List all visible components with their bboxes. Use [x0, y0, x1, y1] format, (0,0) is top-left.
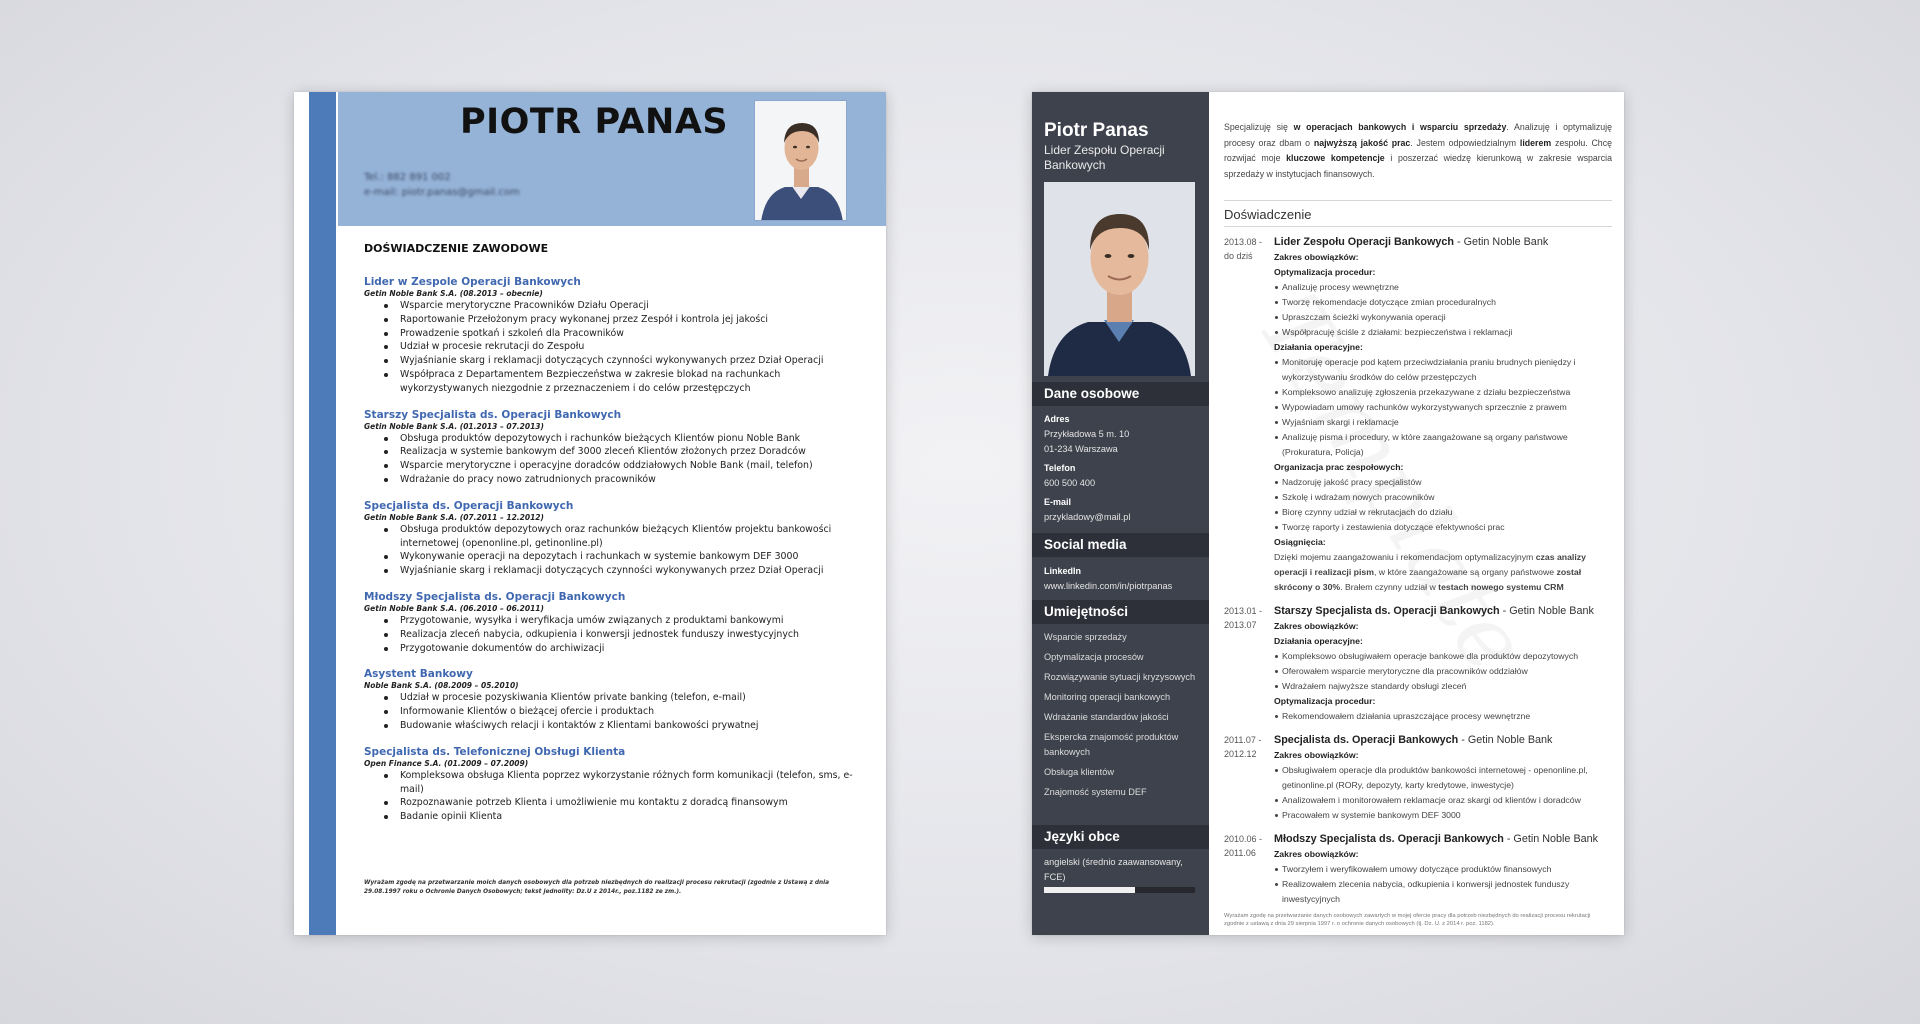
job-title: Młodszy Specjalista ds. Operacji Bankowych: [364, 590, 626, 603]
phone-label: Telefon: [1044, 463, 1076, 473]
section-header-personal: Dane osobowe: [1032, 382, 1209, 406]
group-label: Optymalizacja procedur:: [1274, 267, 1376, 277]
list-item: Analizuję pisma i procedury, w które zaangażowane są organy państwowe (Prokuratura, Policja): [1274, 430, 1612, 460]
list-item: Wsparcie merytoryczne i operacyjne doradców oddziałowych Noble Bank (mail, telefon): [382, 459, 854, 473]
list-item: Analizowałem i monitorowałem reklamacje oraz skargi od klientów i doradców: [1274, 793, 1612, 808]
list-item: Informowanie Klientów o bieżącej ofercie i produktach: [382, 705, 854, 719]
duty-list: [1274, 280, 1612, 340]
linkedin-link[interactable]: www.linkedin.com/in/piotrpanas: [1044, 581, 1173, 591]
summary-text: zespołu. Chcę rozwijać moje: [1224, 137, 1612, 163]
address-line: 01-234 Warszawa: [1044, 444, 1118, 454]
scope-label: Zakres obowiązków:: [1274, 750, 1359, 760]
job-entry: [1224, 733, 1612, 823]
job-company: - Getin Noble Bank: [1499, 605, 1594, 617]
job-entry: [364, 408, 854, 487]
job-dates: [1224, 832, 1274, 907]
job-meta: Getin Noble Bank S.A. (06.2010 – 06.2011): [364, 603, 544, 613]
scope-label: Zakres obowiązków:: [1274, 252, 1359, 262]
job-position: Starszy Specjalista ds. Operacji Bankowych: [1274, 605, 1500, 617]
duty-list: [1274, 763, 1612, 823]
duty-list: [382, 691, 854, 732]
duty-list: [382, 523, 854, 578]
list-item: Badanie opinii Klienta: [382, 810, 854, 824]
group-label: Organizacja prac zespołowych:: [1274, 462, 1404, 472]
cv-template-classic: [294, 92, 886, 935]
list-item: Szkolę i wdrażam nowych pracowników: [1274, 490, 1612, 505]
group-label: Optymalizacja procedur:: [1274, 696, 1376, 706]
phone-text: Tel.: 882 891 002: [364, 172, 451, 183]
skill-item: Monitoring operacji bankowych: [1044, 692, 1171, 702]
duty-list: [382, 769, 854, 824]
list-item: Wdrażanie do pracy nowo zatrudnionych pracowników: [382, 473, 854, 487]
email-label: E-mail: [1044, 497, 1072, 507]
gdpr-footnote: Wyrażam zgodę na przetwarzanie moich danych osobowych dla potrzeb niezbędnych do realizacji procesu rekrutacji (zgodnie z Ustawą z dnia 29.08.1997 roku o Ochronie Danych Osobowych; tekst jednolity: Dz.U z 2014r., poz.1182 ze zm.).: [364, 880, 830, 895]
job-position: Lider Zespołu Operacji Bankowych: [1274, 236, 1454, 248]
scope-label: Zakres obowiązków:: [1274, 849, 1359, 859]
job-meta: Getin Noble Bank S.A. (07.2011 – 12.2012): [364, 512, 544, 522]
duty-list: [1274, 862, 1612, 907]
skill-item: Wsparcie sprzedaży: [1044, 632, 1127, 642]
ach-highlight: został skrócony o 30%: [1274, 567, 1582, 592]
date-to: 2012.12: [1224, 749, 1257, 759]
ach-text: . Brałem czynny udział w: [1340, 582, 1439, 592]
list-item: Tworzę raporty i zestawienia dotyczące efektywności prac: [1274, 520, 1612, 535]
scope-label: Zakres obowiązków:: [1274, 621, 1359, 631]
job-entry: [364, 590, 854, 655]
cv-sidebar: [1032, 92, 1209, 935]
list-item: Tworzę rekomendacje dotyczące zmian proceduralnych: [1274, 295, 1612, 310]
job-entry: [364, 745, 854, 824]
list-item: Wdrażałem najwyższe standardy obsługi zleceń: [1274, 679, 1612, 694]
list-item: Wyjaśnianie skarg i reklamacji dotyczących czynności wykonywanych przez Dział Operacji: [382, 354, 854, 368]
summary-text: Specjalizuję się: [1224, 122, 1294, 132]
left-accent-bar: [309, 92, 336, 935]
group-label: Osiągnięcia:: [1274, 537, 1326, 547]
job-dates: [1224, 604, 1274, 724]
duty-list: [1274, 649, 1612, 694]
job-title: Lider w Zespole Operacji Bankowych: [364, 276, 581, 288]
job-entry: [364, 667, 854, 732]
list-item: Kompleksowo obsługiwałem operacje bankowe dla produktów depozytowych: [1274, 649, 1612, 664]
summary-highlight: w operacjach bankowych i wsparciu sprzedaży: [1293, 122, 1507, 132]
job-title: Specjalista ds. Operacji Bankowych: [364, 499, 574, 512]
list-item: Realizowałem zlecenia nabycia, odkupienia i konwersji jednostek funduszy inwestycyjnych: [1274, 877, 1612, 907]
ach-highlight: testach nowego systemu CRM: [1438, 582, 1564, 592]
profile-photo: [754, 100, 847, 221]
list-item: Prowadzenie spotkań i szkoleń dla Pracowników: [382, 327, 854, 341]
job-entry: [1224, 832, 1612, 907]
address-line: Przykładowa 5 m. 10: [1044, 429, 1130, 439]
job-body: [1274, 832, 1612, 907]
date-from: 2013.01 -: [1224, 606, 1263, 616]
summary-highlight: kluczowe kompetencje: [1286, 153, 1385, 163]
date-to: 2011.06: [1224, 848, 1256, 858]
list-item: Rekomendowałem działania upraszczające procesy wewnętrzne: [1274, 709, 1612, 724]
list-item: Udział w procesie pozyskiwania Klientów private banking (telefon, e-mail): [382, 691, 854, 705]
skill-item: Obsługa klientów: [1044, 767, 1114, 777]
phone-text: 600 500 400: [1044, 478, 1096, 488]
job-title: [1274, 733, 1612, 747]
job-title: [1274, 235, 1612, 249]
duty-list: [382, 299, 854, 396]
job-entry: [1224, 604, 1612, 724]
list-item: Obsługa produktów depozytowych i rachunków bieżących Klientów pionu Noble Bank: [382, 432, 854, 446]
job-title: [1274, 604, 1612, 618]
skill-item: Rozwiązywanie sytuacji kryzysowych: [1044, 672, 1196, 682]
list-item: Oferowałem wsparcie merytoryczne dla pracowników oddziałów: [1274, 664, 1612, 679]
gdpr-footnote: Wyrażam zgodę na przetwarzanie danych osobowych zawartych w mojej ofercie pracy dla potrzeb niezbędnych do realizacji procesu rekrutacji zgodnie z ustawą z dnia 29 sierpnia 1997 r. o ochronie danych osobowych (tj. Dz. U. z 2014 r. poz. 1182).: [1224, 913, 1591, 927]
group-label: Działania operacyjne:: [1274, 636, 1363, 646]
duty-list: [382, 614, 854, 655]
list-item: Biorę czynny udział w rekrutacjach do działu: [1274, 505, 1612, 520]
job-entry: [364, 275, 854, 396]
summary-text: i poszerzać wiedzę kierunkową w zakresie wsparcia sprzedaży w instytucjach finansowych.: [1224, 153, 1612, 179]
social-links: [1044, 564, 1202, 594]
skill-item: Znajomość systemu DEF: [1044, 787, 1147, 797]
profile-summary: [1224, 120, 1612, 182]
date-to: 2013.07: [1224, 620, 1257, 630]
list-item: Wypowiadam umowy rachunków wykorzystywanych sprzecznie z prawem: [1274, 400, 1612, 415]
job-entry: [1224, 235, 1612, 595]
cv-template-modern: [1032, 92, 1624, 935]
list-item: Przygotowanie, wysyłka i weryfikacja umów związanych z produktami bankowymi: [382, 614, 854, 628]
list-item: Kompleksowa obsługa Klienta poprzez wykorzystanie różnych form komunikacji (telefon, sms, e-mail): [382, 769, 854, 797]
list-item: Udział w procesie rekrutacji do Zespołu: [382, 340, 854, 354]
list-item: Budowanie właściwych relacji i kontaktów z Klientami bankowości prywatnej: [382, 719, 854, 733]
list-item: Raportowanie Przełożonym pracy wykonanej przez Zespół i kontrola jej jakości: [382, 313, 854, 327]
skill-item: Wdrażanie standardów jakości: [1044, 712, 1169, 722]
summary-text: . Jestem odpowiedzialnym: [1410, 137, 1520, 148]
job-body: [1274, 733, 1612, 823]
cv-role: Lider Zespołu Operacji Bankowych: [1044, 143, 1165, 172]
section-header-skills: Umiejętności: [1032, 600, 1209, 624]
cv-name: PIOTR PANAS: [460, 102, 729, 142]
date-from: 2013.08 -: [1224, 237, 1263, 247]
section-header-languages: Języki obce: [1032, 825, 1209, 849]
job-title: [1274, 832, 1612, 846]
list-item: Wykonywanie operacji na depozytach i rachunkach w systemie bankowym DEF 3000: [382, 550, 854, 564]
date-from: 2011.07 -: [1224, 735, 1262, 745]
contact-blurred: [364, 170, 520, 200]
email-text: e-mail: piotr.panas@gmail.com: [364, 187, 520, 198]
duty-list: [1274, 475, 1612, 535]
list-item: Tworzyłem i weryfikowałem umowy dotyczące produktów finansowych: [1274, 862, 1612, 877]
job-position: Specjalista ds. Operacji Bankowych: [1274, 734, 1459, 746]
ach-text: , w które zaangażowane są organy państwowe: [1373, 567, 1557, 577]
job-meta: Noble Bank S.A. (08.2009 – 05.2010): [364, 681, 519, 691]
job-body: [1274, 604, 1612, 724]
job-body: [1274, 235, 1612, 595]
personal-data: [1044, 412, 1202, 525]
duty-list: [1274, 709, 1612, 724]
job-company: - Getin Noble Bank: [1503, 833, 1599, 845]
job-company: - Getin Noble Bank: [1458, 734, 1553, 746]
linkedin-label: LinkedIn: [1044, 566, 1082, 576]
duty-list: [1274, 355, 1612, 460]
list-item: Obsługa produktów depozytowych oraz rachunków bieżących Klientów projektu bankowości internetowej (openonline.pl, getinonline.pl): [382, 523, 854, 551]
list-item: Przygotowanie dokumentów do archiwizacji: [382, 642, 854, 656]
list-item: Upraszczam ścieżki wykonywania operacji: [1274, 310, 1612, 325]
list-item: Współpraca z Departamentem Bezpieczeństwa w zakresie blokad na rachunkach wykorzystywanych niezgodnie z przeznaczeniem i do celów przestępczych: [382, 368, 854, 396]
skills-list: [1044, 630, 1202, 805]
email-text: przykladowy@mail.pl: [1044, 512, 1131, 522]
list-item: Realizacja w systemie bankowym def 3000 zleceń Klientów złożonych przez Doradców: [382, 445, 854, 459]
section-title: DOŚWIADCZENIE ZAWODOWE: [364, 242, 549, 255]
section-title-experience: Doświadczenie: [1224, 200, 1612, 227]
group-label: Działania operacyjne:: [1274, 342, 1363, 352]
job-meta: Getin Noble Bank S.A. (08.2013 – obecnie): [364, 289, 543, 298]
list-item: Współpracuję ściśle z działami: bezpieczeństwa i reklamacji: [1274, 325, 1612, 340]
job-company: - Getin Noble Bank: [1454, 236, 1549, 248]
job-title: Asystent Bankowy: [364, 668, 473, 681]
date-from: 2010.06 -: [1224, 834, 1263, 844]
summary-highlight: liderem: [1519, 137, 1552, 148]
list-item: Realizacja zleceń nabycia, odkupienia i konwersji jednostek funduszy inwestycyjnych: [382, 628, 854, 642]
list-item: Analizuję procesy wewnętrzne: [1274, 280, 1612, 295]
job-meta: Getin Noble Bank S.A. (01.2013 – 07.2013): [364, 421, 544, 431]
job-entry: [364, 499, 854, 578]
list-item: Wsparcie merytoryczne Pracowników Działu Operacji: [382, 299, 854, 313]
list-item: Kompleksowo analizuję zgłoszenia przekazywane z działu bezpieczeństwa: [1274, 385, 1612, 400]
summary-highlight: najwyższą jakość prac: [1313, 137, 1411, 148]
list-item: Monitoruję operacje pod kątem przeciwdziałania praniu brudnych pieniędzy i wykorzystywaniu środków do celów przestępczych: [1274, 355, 1612, 385]
skill-item: Optymalizacja procesów: [1044, 652, 1144, 662]
cv-name: Piotr Panas: [1044, 120, 1149, 141]
job-title: Specjalista ds. Telefonicznej Obsługi Klienta: [364, 745, 626, 758]
experience-section: [364, 242, 854, 836]
list-item: Obsługiwałem operacje dla produktów bankowości internetowej - openonline.pl, getinonline.pl (RORy, depozyty, karty kredytowe, inwestycje): [1274, 763, 1612, 793]
list-item: Wyjaśniam skargi i reklamacje: [1274, 415, 1612, 430]
cv-main-column: [1224, 120, 1612, 916]
job-title: Starszy Specjalista ds. Operacji Bankowych: [364, 408, 622, 421]
job-meta: Open Finance S.A. (01.2009 – 07.2009): [364, 758, 529, 768]
language-level-fill: [1044, 887, 1135, 893]
achievements: [1274, 550, 1612, 595]
list-item: Pracowałem w systemie bankowym DEF 3000: [1274, 808, 1612, 823]
summary-text: . Analizuję i optymalizuję procesy oraz dbam o: [1224, 122, 1613, 148]
job-position: Młodszy Specjalista ds. Operacji Bankowych: [1274, 833, 1504, 845]
ach-highlight: czas analizy operacji i realizacji pism: [1274, 552, 1586, 577]
job-dates: [1224, 733, 1274, 823]
address-label: Adres: [1044, 414, 1070, 424]
date-to: do dziś: [1224, 251, 1253, 261]
profile-photo: [1044, 182, 1195, 376]
section-header-social: Social media: [1032, 533, 1209, 557]
skill-item: Ekspercka znajomość produktów bankowych: [1044, 732, 1179, 757]
list-item: Wyjaśnianie skarg i reklamacji dotyczących czynności wykonywanych przez Dział Operacji: [382, 564, 854, 578]
ach-text: Dzięki mojemu zaangażowaniu i rekomendacjom optymalizacyjnym: [1274, 552, 1536, 562]
language-item: angielski (średnio zaawansowany, FCE): [1044, 857, 1183, 882]
list-item: Rozpoznawanie potrzeb Klienta i umożliwienie mu kontaktu z doradcą finansowym: [382, 796, 854, 810]
language-level-bar: [1044, 887, 1195, 893]
job-dates: [1224, 235, 1274, 595]
list-item: Nadzoruję jakość pracy specjalistów: [1274, 475, 1612, 490]
duty-list: [382, 432, 854, 487]
